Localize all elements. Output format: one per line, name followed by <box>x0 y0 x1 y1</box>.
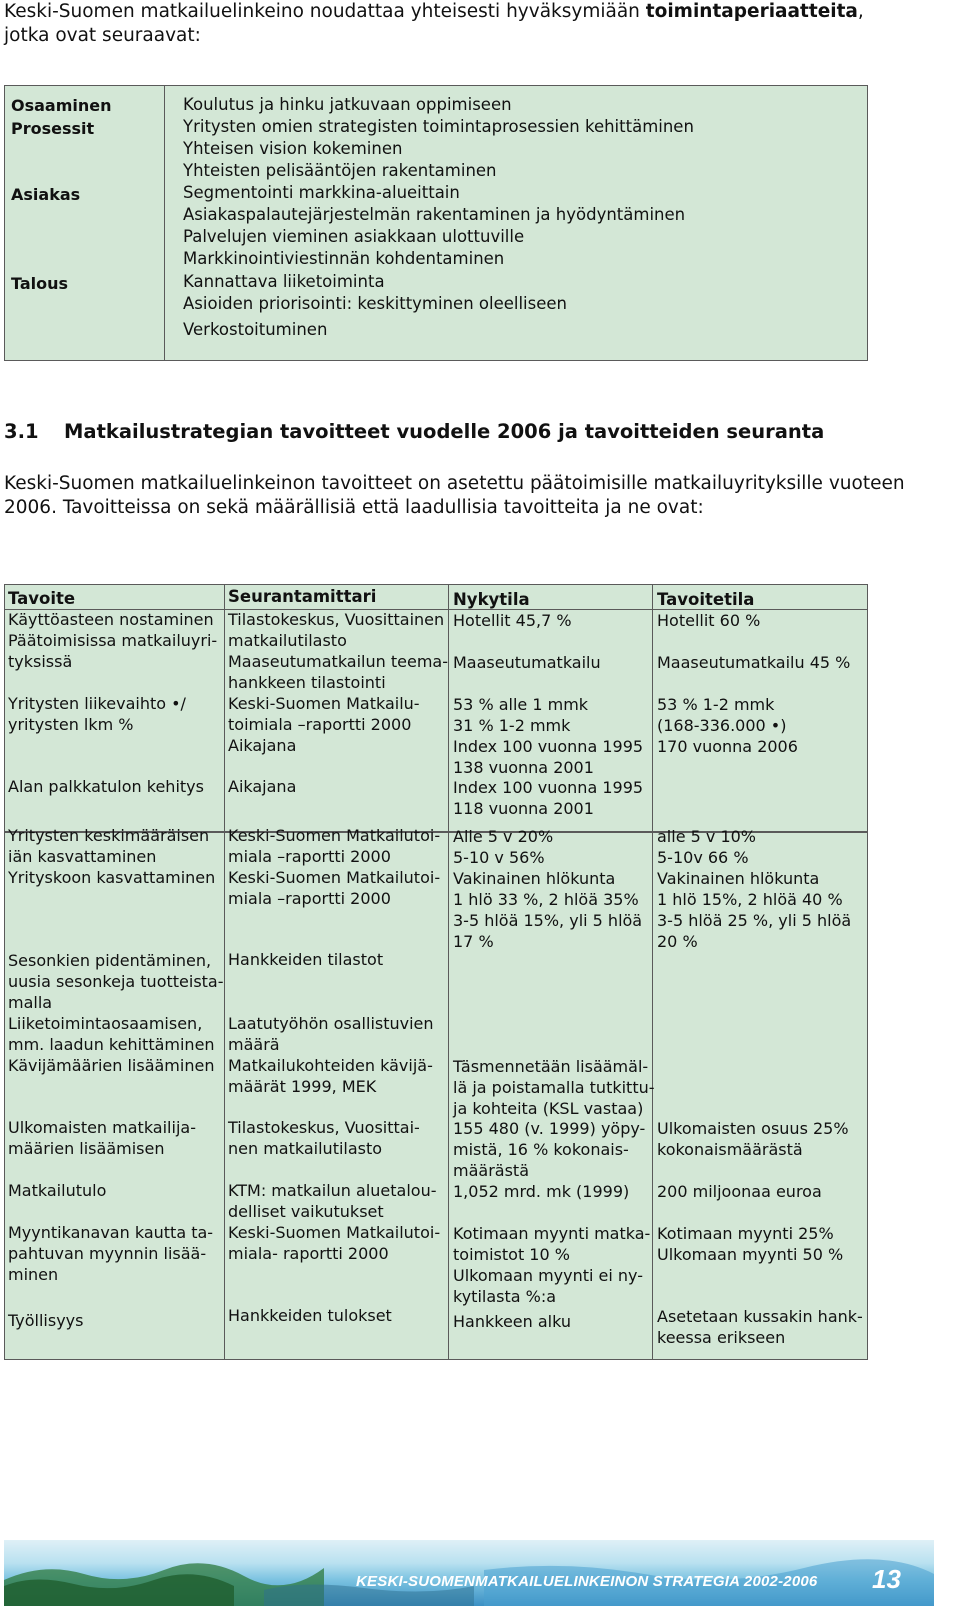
goal-cell: Yrityskoon kasvattaminen <box>8 868 216 887</box>
principle-item: Palvelujen vieminen asiakkaan ulottuville <box>183 227 525 246</box>
section-paragraph: Keski-Suomen matkailuelinkeinon tavoitteet on asetettu päätoimisille matkailuyrityksille vuoteen 2006. Tavoitteissa on sekä määrällisiä että laadullisia tavoitteita ja ne ovat: <box>4 473 905 518</box>
goal-cell: Yritysten liikevaihto •/ yritysten lkm % <box>8 694 186 734</box>
header-tavoite: Tavoite <box>8 589 76 608</box>
section-title: Matkailustrategian tavoitteet vuodelle 2006 ja tavoitteiden seuranta <box>64 420 825 443</box>
goal-cell: Liiketoimintaosaamisen, mm. laadun kehittäminen <box>8 1014 215 1054</box>
footer-title: KESKI-SUOMENMATKAILUELINKEINON STRATEGIA 2002-2006 <box>356 1573 818 1590</box>
goal-cell: Matkailutulo <box>8 1181 107 1200</box>
metric-cell: Keski-Suomen Matkailutoi- miala –raportti 2000 <box>228 868 441 908</box>
current-cell: Hankkeen alku <box>453 1312 572 1331</box>
page-number: 13 <box>872 1564 901 1594</box>
principle-item: Segmentointi markkina-alueittain <box>183 183 460 202</box>
principle-item: Verkostoituminen <box>183 320 328 339</box>
category-osaaminen: Osaaminen <box>11 96 112 115</box>
category-talous: Talous <box>11 274 69 293</box>
section-number: 3.1 <box>4 420 39 443</box>
target-cell: alle 5 v 10% 5-10v 66 % <box>657 827 757 867</box>
principle-item: Asiakaspalautejärjestelmän rakentaminen ja hyödyntäminen <box>183 205 686 224</box>
principle-item: Kannattava liiketoiminta <box>183 272 385 291</box>
target-cell: Ulkomaisten osuus 25% kokonaismäärästä <box>657 1119 849 1159</box>
metric-cell: Keski-Suomen Matkailu- toimiala –raportti 2000 Aikajana <box>228 694 420 755</box>
current-cell: Index 100 vuonna 1995 118 vuonna 2001 <box>453 778 644 818</box>
column-divider <box>448 585 449 831</box>
column-divider <box>448 833 449 1359</box>
intro-text-bold: toimintaperiaatteita <box>645 1 858 22</box>
current-cell: Vakinainen hlökunta 1 hlö 33 %, 2 hlöä 35% 3-5 hlöä 15%, yli 5 hlöä 17 % <box>453 869 643 951</box>
goal-cell: Myyntikanavan kautta ta- pahtuvan myynnin lisää- minen <box>8 1223 214 1284</box>
current-cell: Alle 5 v 20% 5-10 v 56% <box>453 827 554 867</box>
goal-cell: Sesonkien pidentäminen, uusia sesonkeja tuotteista- malla <box>8 951 224 1012</box>
metric-cell: Matkailukohteiden kävijä- määrät 1999, MEK <box>228 1056 433 1096</box>
intro-line-2: jotka ovat seuraavat: <box>4 25 201 46</box>
category-asiakas: Asiakas <box>11 185 81 204</box>
metric-cell: Aikajana <box>228 777 297 796</box>
principles-divider <box>164 86 165 360</box>
column-divider <box>652 585 653 831</box>
intro-paragraph <box>4 0 944 48</box>
header-nykytila: Nykytila <box>453 590 530 609</box>
intro-text-a: Keski-Suomen matkailuelinkeino noudattaa yhteisesti hyväksymiään <box>4 1 646 22</box>
principle-item: Yhteisen vision kokeminen <box>183 139 403 158</box>
target-cell: Kotimaan myynti 25% Ulkomaan myynti 50 % <box>657 1224 844 1264</box>
goal-cell: Päätoimisissa matkailuyri- tyksissä <box>8 631 218 671</box>
header-seurantamittari: Seurantamittari <box>228 587 377 606</box>
target-cell: Maaseutumatkailu 45 % <box>657 653 851 672</box>
metric-cell: KTM: matkailun aluetalou- delliset vaikutukset <box>228 1181 437 1221</box>
target-cell: Asetetaan kussakin hank- keessa erikseen <box>657 1307 863 1347</box>
principle-item: Yhteisten pelisääntöjen rakentaminen <box>183 161 497 180</box>
current-cell: 53 % alle 1 mmk 31 % 1-2 mmk Index 100 vuonna 1995 138 vuonna 2001 <box>453 695 644 777</box>
target-cell: 53 % 1-2 mmk (168-336.000 •) 170 vuonna 2006 <box>657 695 798 756</box>
goal-cell: Ulkomaisten matkailija- määrien lisäämisen <box>8 1118 196 1158</box>
column-divider <box>224 585 225 831</box>
metric-cell: Hankkeiden tilastot <box>228 950 384 969</box>
current-cell: Täsmennetään lisäämäl- lä ja poistamalla tutkittu- ja kohteita (KSL vastaa) <box>453 1057 655 1118</box>
metric-cell: Keski-Suomen Matkailutoi- miala –raportti 2000 <box>228 826 441 866</box>
current-cell: Kotimaan myynti matka- toimistot 10 % Ulkomaan myynti ei ny- kytilasta %:a <box>453 1224 651 1306</box>
goal-cell: Alan palkkatulon kehitys <box>8 777 204 796</box>
category-prosessit: Prosessit <box>11 119 95 138</box>
goals-table-2 <box>4 826 868 1360</box>
header-tavoitetila: Tavoitetila <box>657 590 755 609</box>
metric-cell: Tilastokeskus, Vuosittainen matkailutilasto <box>228 610 445 650</box>
goal-cell: Työllisyys <box>8 1311 84 1330</box>
principles-table <box>4 85 868 361</box>
metric-cell: Keski-Suomen Matkailutoi- miala- raportti 2000 <box>228 1223 441 1263</box>
current-cell: Hotellit 45,7 % <box>453 611 572 630</box>
metric-cell: Hankkeiden tulokset <box>228 1306 392 1325</box>
section-heading <box>4 420 824 443</box>
intro-text-b: , <box>857 1 864 22</box>
current-cell: 155 480 (v. 1999) yöpy- mistä, 16 % kokonais- määrästä <box>453 1119 646 1180</box>
goal-cell: Käyttöasteen nostaminen <box>8 610 214 629</box>
target-cell: Vakinainen hlökunta 1 hlö 15%, 2 hlöä 40 % 3-5 hlöä 25 %, yli 5 hlöä 20 % <box>657 869 852 951</box>
current-cell: Maaseutumatkailu <box>453 653 601 672</box>
target-cell: Hotellit 60 % <box>657 611 761 630</box>
column-divider <box>224 833 225 1359</box>
principle-item: Markkinointiviestinnän kohdentaminen <box>183 249 505 268</box>
metric-cell: Tilastokeskus, Vuosittai- nen matkailutilasto <box>228 1118 420 1158</box>
principle-item: Koulutus ja hinku jatkuvaan oppimiseen <box>183 95 512 114</box>
principle-item: Yritysten omien strategisten toimintaprosessien kehittäminen <box>183 117 694 136</box>
metric-cell: Laatutyöhön osallistuvien määrä <box>228 1014 434 1054</box>
metric-cell: Maaseutumatkailun teema- hankkeen tilastointi <box>228 652 448 692</box>
footer-banner <box>4 1540 934 1606</box>
goals-table-1 <box>4 584 868 832</box>
goal-cell: Yritysten keskimääräisen iän kasvattaminen <box>8 826 210 866</box>
target-cell: 200 miljoonaa euroa <box>657 1182 822 1201</box>
goal-cell: Kävijämäärien lisääminen <box>8 1056 215 1075</box>
current-cell: 1,052 mrd. mk (1999) <box>453 1182 630 1201</box>
principle-item: Asioiden priorisointi: keskittyminen oleelliseen <box>183 294 567 313</box>
